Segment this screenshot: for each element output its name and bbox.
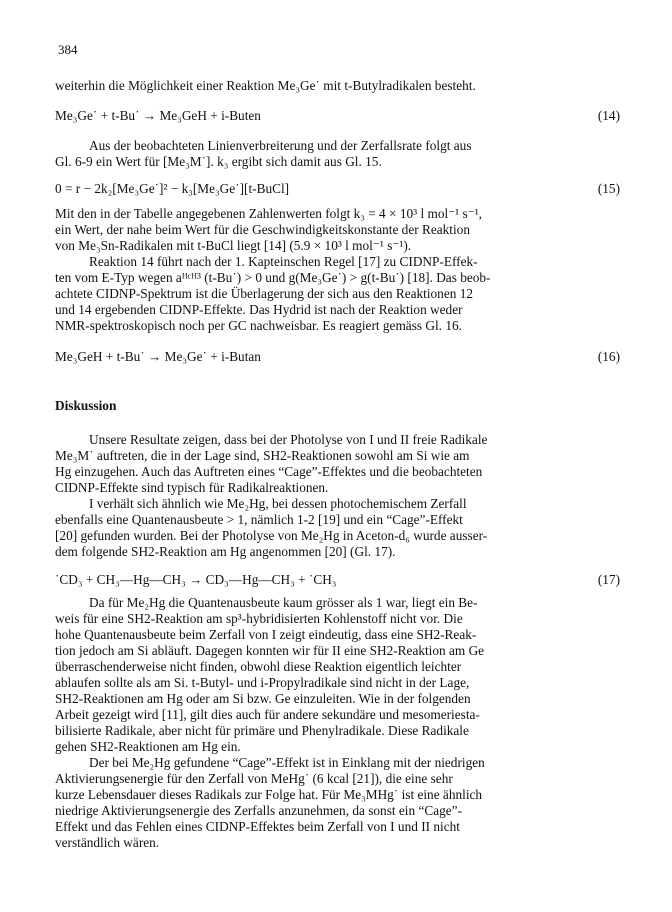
text-line: niedrige Aktivierungsenergie des Zerfalls anzunehmen, da sonst ein “Cage”-	[55, 803, 463, 818]
text-line: Aus der beobachteten Linienverbreiterung und der Zerfallsrate folgt aus	[89, 138, 472, 153]
text-line: Da für Me₂Hg die Quantenausbeute kaum grösser als 1 war, liegt ein Be-	[89, 595, 478, 610]
equation-body: Me₃GeH + t-Bu˙ → Me₃Ge˙ + i-Butan	[55, 349, 261, 364]
text-line: Hg einzugehen. Auch das Auftreten eines “Cage”-Effektes und die beobachteten	[55, 464, 483, 479]
text-line: ten vom E-Typ wegen aᴴᶜᴴ³ (t-Bu˙) > 0 und g(Me₃Ge˙) > g(t-Bu˙) [18]. Das beob-	[55, 270, 491, 285]
text-line: hohe Quantenausbeute beim Zerfall von I zeigt eindeutig, dass eine SH2-Reak-	[55, 627, 477, 642]
text-line: Me₃M˙ auftreten, die in der Lage sind, SH2-Reaktionen sowohl am Si wie am	[55, 448, 470, 463]
text-line: überraschenderweise nicht finden, obwohl diese Reaktion eigentlich leichter	[55, 659, 462, 674]
equation-number: (14)	[597, 108, 620, 123]
equation-body: ˙CD₃ + CH₃—Hg—CH₃ → CD₃—Hg—CH₃ + ˙CH₃	[55, 572, 337, 587]
text-line: ebenfalls eine Quantenausbeute > 1, nämlich 1-2 [19] und ein “Cage”-Effekt	[55, 512, 463, 527]
text-line: Reaktion 14 führt nach der 1. Kapteinschen Regel [17] zu CIDNP-Effek-	[89, 254, 478, 269]
text-line: NMR-spektroskopisch noch per GC nachweisbar. Es reagiert gemäss Gl. 16.	[55, 318, 462, 333]
text-line: Arbeit gezeigt wird [11], gilt dies auch für andere sekundäre und mesomeriesta-	[55, 707, 480, 722]
text-line: Gl. 6-9 ein Wert für [Me₃M˙]. k₃ ergibt sich damit aus Gl. 15.	[55, 154, 382, 169]
text-line: kurze Lebensdauer dieses Radikals zur Folge hat. Für Me₃MHg˙ ist eine ähnlich	[55, 787, 483, 802]
equation-number: (15)	[597, 181, 620, 196]
text-line: achtete CIDNP-Spektrum ist die Überlagerung der sich aus den Reaktionen 12	[55, 286, 474, 301]
text-line: weis für eine SH2-Reaktion am sp³-hybridisierten Kohlenstoff nicht vor. Die	[55, 611, 463, 626]
text-line: gehen SH2-Reaktionen am Hg ein.	[55, 739, 241, 754]
equation-number: (16)	[597, 349, 620, 364]
section-heading: Diskussion	[55, 398, 117, 413]
text-line: Effekt und das Fehlen eines CIDNP-Effektes beim Zerfall von I und II nicht	[55, 819, 460, 834]
text-line: verständlich wären.	[55, 835, 160, 850]
text-line: Aktivierungsenergie für den Zerfall von MeHg˙ (6 kcal [21]), die eine sehr	[55, 771, 453, 786]
text-line: Mit den in der Tabelle angegebenen Zahlenwerten folgt k₃ = 4 × 10³ l mol⁻¹ s⁻¹,	[55, 206, 482, 221]
text-line: I verhält sich ähnlich wie Me₂Hg, bei dessen photochemischem Zerfall	[89, 496, 467, 511]
text-line: tion jedoch am Si abläuft. Dagegen konnten wir für II eine SH2-Reaktion am Ge	[55, 643, 485, 658]
text-line: Unsere Resultate zeigen, dass bei der Photolyse von I und II freie Radikale	[89, 432, 488, 447]
equation-number: (17)	[597, 572, 620, 587]
text-line: SH2-Reaktionen am Hg oder am Si bzw. Ge einzuleiten. Wie in der folgenden	[55, 691, 471, 706]
text-line: ablaufen sollte als am Si. t-Butyl- und i-Propylradikale sind nicht in der Lage,	[55, 675, 470, 690]
paragraph-intro: weiterhin die Möglichkeit einer Reaktion Me₃Ge˙ mit t-Butylradikalen besteht.	[55, 78, 476, 93]
text-line: CIDNP-Effekte sind typisch für Radikalreaktionen.	[55, 480, 329, 495]
text-line: Der bei Me₂Hg gefundene “Cage”-Effekt ist in Einklang mit der niedrigen	[89, 755, 485, 770]
text-line: dem folgende SH2-Reaktion am Hg angenommen [20] (Gl. 17).	[55, 544, 396, 559]
text-line: von Me₃Sn-Radikalen mit t-BuCl liegt [14] (5.9 × 10³ l mol⁻¹ s⁻¹).	[55, 238, 412, 253]
text-line: und 14 ergebenden CIDNP-Effekte. Das Hydrid ist nach der Reaktion weder	[55, 302, 463, 317]
text-line: [20] gefunden wurden. Bei der Photolyse von Me₂Hg in Aceton-d₆ wurde ausser-	[55, 528, 488, 543]
page-number: 384	[58, 42, 78, 57]
text-line: ein Wert, der nahe beim Wert für die Geschwindigkeitskonstante der Reaktion	[55, 222, 470, 237]
equation-body: 0 = r − 2k₂[Me₃Ge˙]² − k₃[Me₃Ge˙][t-BuCl]	[55, 181, 290, 196]
text-line: bilisierte Radikale, aber nicht für primäre und Phenylradikale. Diese Radikale	[55, 723, 469, 738]
equation-body: Me₃Ge˙ + t-Bu˙ → Me₃GeH + i-Buten	[55, 108, 261, 123]
